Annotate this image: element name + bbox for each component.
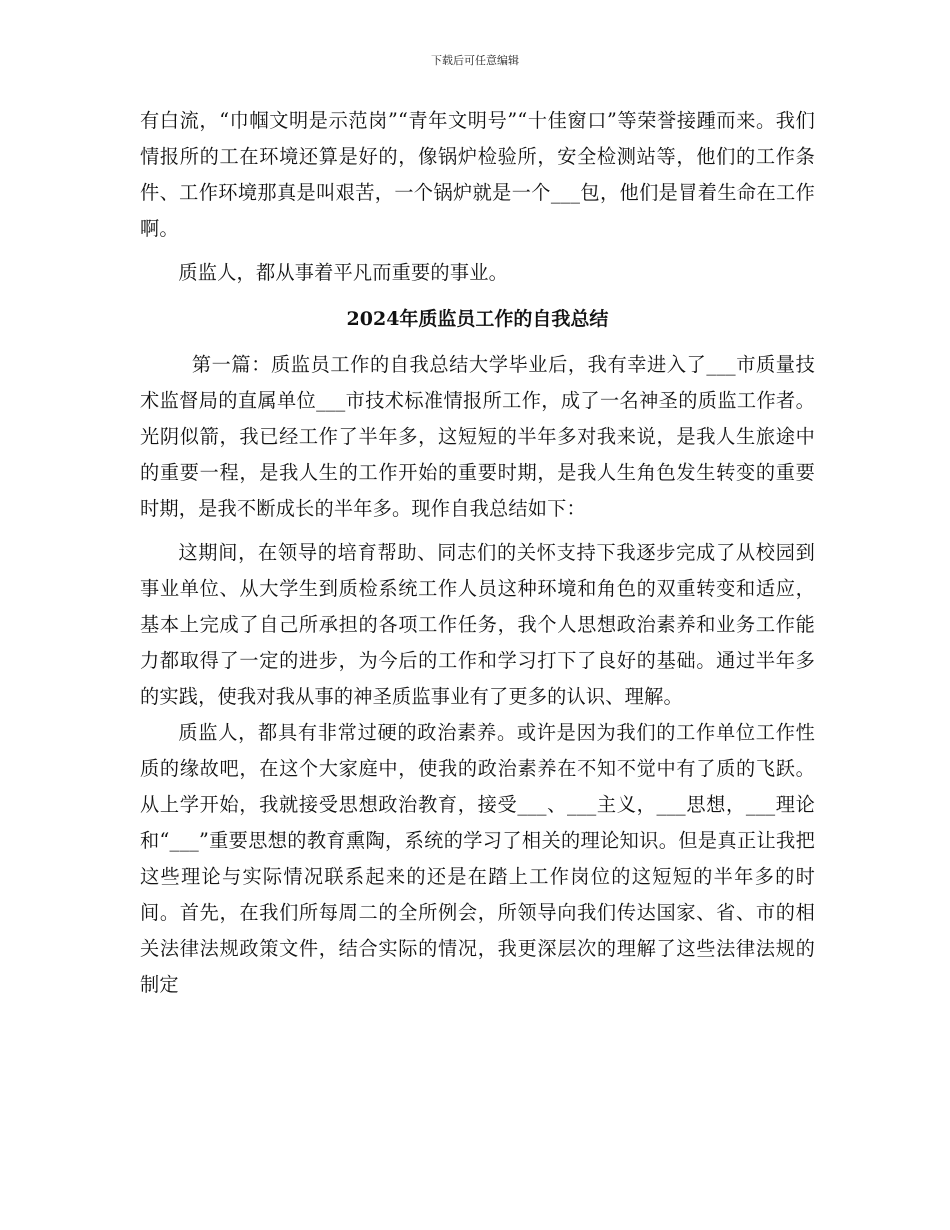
paragraph-summary-line: 质监人，都从事着平凡而重要的事业。	[178, 261, 508, 284]
paragraph-transition: 这期间，在领导的培育帮助、同志们的关怀支持下我逐步完成了从校园到事业单位、从大学生到质检系统工作人员这种环境和角色的双重转变和适应，基本上完成了自己所承担的各项工作任务，我个人思想政治素养和业务工作能力都取得了一定的进步，为今后的工作和学习打下了良好的基础。通过半年多的实践，使我对我从事的神圣质监事业有了更多的认识、理解。	[140, 541, 815, 708]
paragraph-continued: 有白流，“巾帼文明是示范岗”“青年文明号”“十佳窗口”等荣誉接踵而来。我们情报所的工在环境还算是好的，像锅炉检验所，安全检测站等，他们的工作条件、工作环境那真是叫艰苦，一个锅炉就是一个___包，他们是冒着生命在工作啊。	[140, 109, 815, 240]
paragraph-first-section: 第一篇：质监员工作的自我总结大学毕业后，我有幸进入了___市质量技术监督局的直属单位___市技术标准情报所工作，成了一名神圣的质监工作者。光阴似箭，我已经工作了半年多，这短短的半年多对我来说，是我人生旅途中的重要一程，是我人生的工作开始的重要时期，是我人生角色发生转变的重要时期，是我不断成长的半年多。现作自我总结如下：	[140, 353, 815, 520]
paragraph-political-quality: 质监人，都具有非常过硬的政治素养。或许是因为我们的工作单位工作性质的缘故吧，在这个大家庭中，使我的政治素养在不知不觉中有了质的飞跃。从上学开始，我就接受思想政治教育，接受___、___主义，___思想，___理论和“___”重要思想的教育熏陶，系统的学习了相关的理论知识。但是真正让我把这些理论与实际情况联系起来的还是在踏上工作岗位的这短短的半年多的时间。首先，在我们所每周二的全所例会，所领导向我们传达国家、省、市的相关法律法规政策文件，结合实际的情况，我更深层次的理解了这些法律法规的制定	[140, 721, 815, 996]
page-header: 下载后可任意编辑	[431, 54, 519, 67]
document-title: 2024年质监员工作的自我总结	[346, 308, 609, 330]
document-body	[140, 103, 815, 1003]
